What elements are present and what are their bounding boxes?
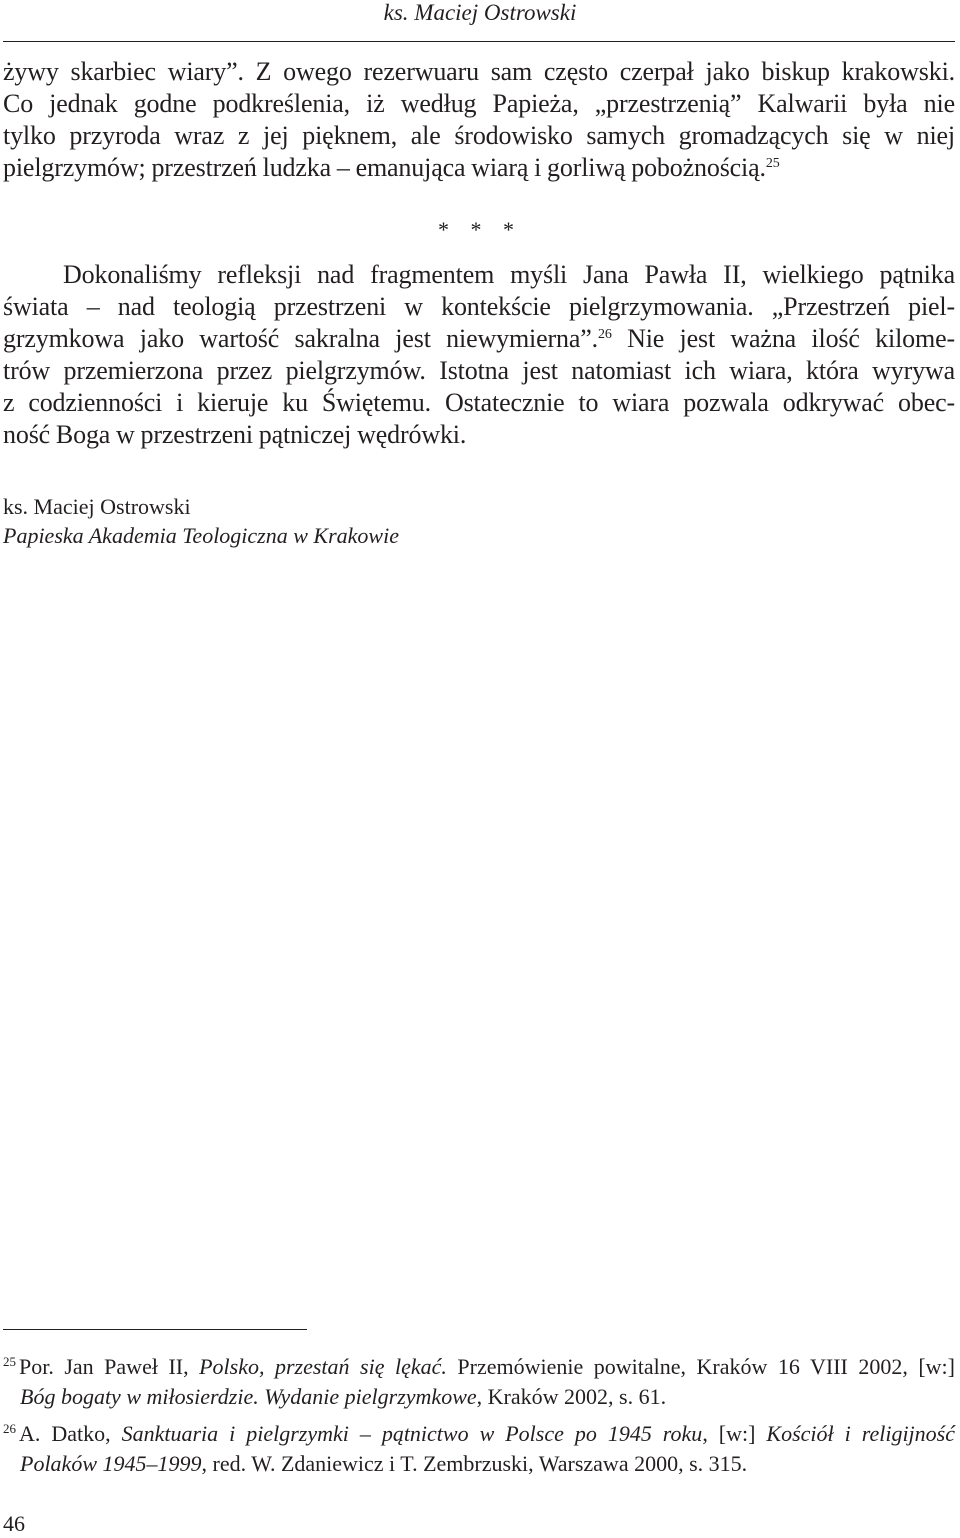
author-affiliation: Papieska Akademia Teologiczna w Krakowie bbox=[3, 523, 399, 548]
footnote-25-line-1 bbox=[3, 1352, 955, 1382]
footnote-26 bbox=[3, 1419, 955, 1479]
footnote-text: , red. W. Zdaniewicz i T. Zembrzuski, Warszawa 2000, s. 315. bbox=[201, 1451, 748, 1476]
footnote-ref-26: 26 bbox=[597, 327, 612, 342]
footnote-title: Polaków 1945–1999 bbox=[20, 1451, 202, 1476]
footnote-text: A. Datko, bbox=[19, 1421, 122, 1446]
footnote-number: 26 bbox=[3, 1421, 16, 1436]
footnote-25 bbox=[3, 1352, 955, 1412]
paragraph-2-line-3 bbox=[3, 323, 955, 355]
footnote-ref-25: 25 bbox=[765, 156, 780, 171]
footnote-text: Por. Jan Paweł II, bbox=[19, 1354, 200, 1379]
footnote-title: Kościół i religijność bbox=[766, 1421, 955, 1446]
paragraph-1-line-4-text: pielgrzymów; przestrzeń ludzka – emanująca wiarą i gorliwą pobożnością. bbox=[3, 153, 766, 182]
paragraph-2-line-3b: Nie jest ważna ilość kilome- bbox=[611, 324, 955, 353]
footnote-rule bbox=[3, 1329, 307, 1330]
signature-block bbox=[3, 492, 399, 550]
footnote-text: , Kraków 2002, s. 61. bbox=[476, 1384, 667, 1409]
page-number: 46 bbox=[3, 1511, 25, 1536]
footnote-25-line-2 bbox=[3, 1382, 955, 1412]
footnote-text: , [w:] bbox=[702, 1421, 767, 1446]
paragraph-1-line-4 bbox=[3, 152, 955, 184]
author-name: ks. Maciej Ostrowski bbox=[3, 494, 191, 519]
running-head: ks. Maciej Ostrowski bbox=[383, 0, 577, 25]
section-separator: * * * bbox=[438, 217, 522, 242]
paragraph-2-line-6: ność Boga w przestrzeni pątniczej wędrówki. bbox=[3, 420, 467, 449]
footnote-26-line-1 bbox=[3, 1419, 955, 1449]
footnote-26-line-2 bbox=[3, 1449, 955, 1479]
paragraph-1-line-1: żywy skarbiec wiary”. Z owego rezerwuaru sam często czerpał jako biskup krakowski. bbox=[3, 57, 955, 86]
paragraph-2-line-4: trów przemierzona przez pielgrzymów. Istotna jest natomiast ich wiara, która wyrywa bbox=[3, 356, 955, 385]
header-rule bbox=[3, 41, 955, 42]
footnote-title: Bóg bogaty w miłosierdzie. Wydanie pielgrzymkowe bbox=[20, 1384, 477, 1409]
footnote-number: 25 bbox=[3, 1354, 16, 1369]
paragraph-1 bbox=[3, 56, 955, 184]
footnote-title: Polsko, przestań się lękać. bbox=[199, 1354, 447, 1379]
paragraph-1-line-2: Co jednak godne podkreślenia, iż według Papieża, „przestrzenią” Kalwarii była nie bbox=[3, 89, 955, 118]
paragraph-2-line-3a: grzymkowa jako wartość sakralna jest niewymierna”. bbox=[3, 324, 598, 353]
footnote-text: Przemówienie powitalne, Kraków 16 VIII 2002, [w:] bbox=[446, 1354, 955, 1379]
paragraph-2-line-2: świata – nad teologią przestrzeni w kontekście pielgrzymowania. „Przestrzeń piel- bbox=[3, 292, 955, 321]
paragraph-2-line-5: z codzienności i kieruje ku Świętemu. Ostatecznie to wiara pozwala odkrywać obec- bbox=[3, 388, 955, 417]
paragraph-1-line-3: tylko przyroda wraz z jej pięknem, ale środowisko samych gromadzących się w niej bbox=[3, 121, 955, 150]
footnotes bbox=[3, 1352, 955, 1479]
paragraph-2 bbox=[3, 259, 955, 451]
footnote-title: Sanktuaria i pielgrzymki – pątnictwo w Polsce po 1945 roku bbox=[121, 1421, 703, 1446]
paragraph-2-line-1: Dokonaliśmy refleksji nad fragmentem myśli Jana Pawła II, wielkiego pątnika bbox=[63, 260, 955, 289]
